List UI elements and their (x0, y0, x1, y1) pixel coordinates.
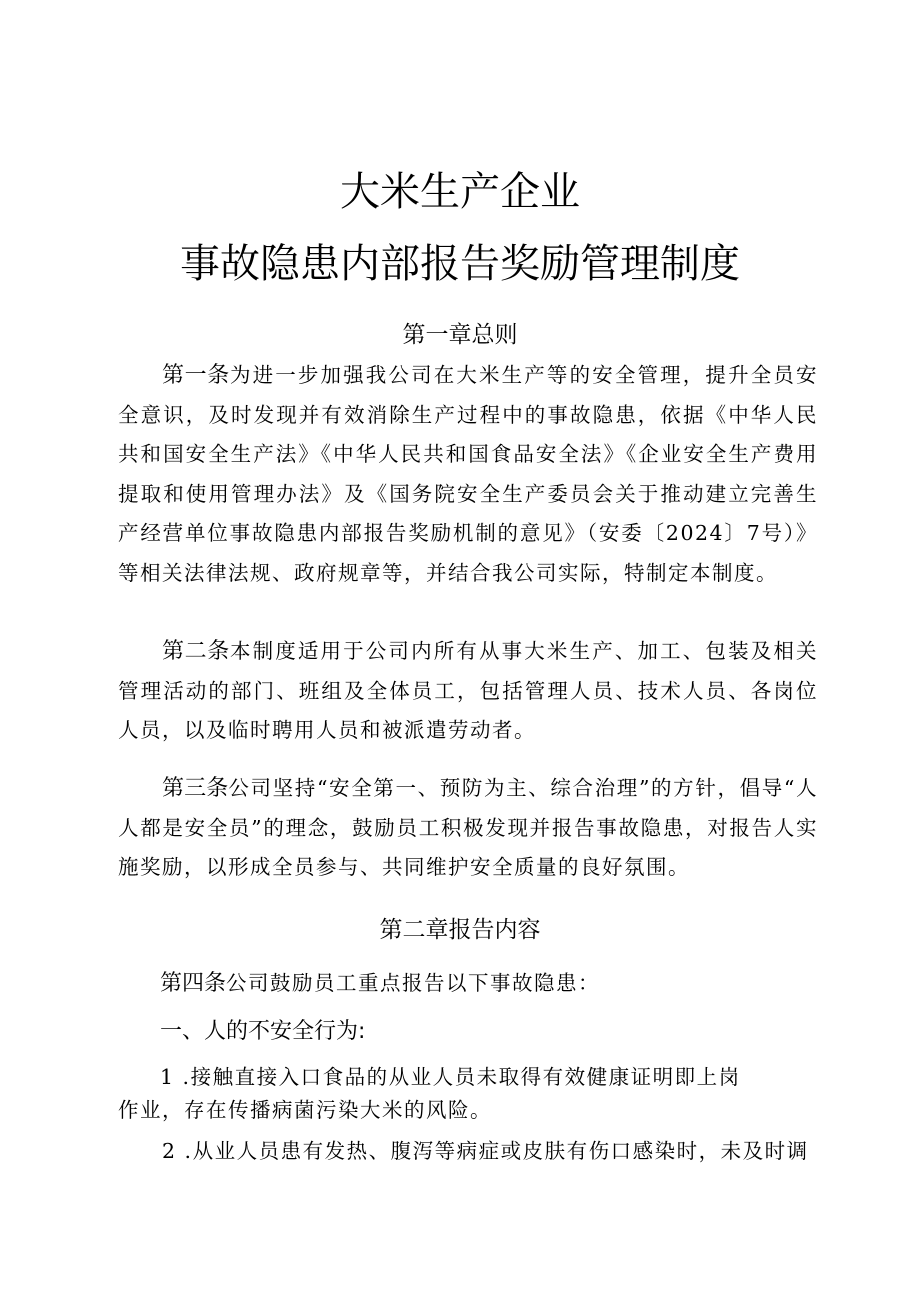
article-1 (118, 356, 818, 593)
item-2-line1: 2 .从业人员患有发热、腹泻等病症或皮肤有伤口感染时，未及时调 (162, 1139, 809, 1163)
article-3-text: 公司坚持“安全第一、预防为主、综合治理”的方针，倡导“人人都是安全员”的理念，鼓励员工积极发现并报告事故隐患，对报告人实施奖励，以形成全员参与、共同维护安全质量的良好氛围。 (118, 776, 818, 879)
article-2-label: 第二条 (162, 639, 230, 664)
article-2-text: 本制度适用于公司内所有从事大米生产、加工、包装及相关管理活动的部门、班组及全体员工，包括管理人员、技术人员、各岗位人员，以及临时聘用人员和被派遣劳动者。 (118, 639, 818, 742)
article-4-label: 第四条 (160, 971, 227, 996)
article-3 (118, 769, 818, 888)
article-4-text: 公司鼓励员工重点报告以下事故隐患： (226, 971, 601, 995)
article-3-label: 第三条 (162, 776, 229, 801)
article-1-label: 第一条 (162, 363, 230, 388)
chapter1-heading: 第一章总则 (402, 322, 518, 348)
chapter2-heading: 第二章报告内容 (379, 917, 541, 943)
article-2 (118, 632, 818, 751)
section1-heading: 一、人的不安全行为: (160, 1019, 366, 1044)
article-4 (160, 966, 600, 997)
article-1-text: 为进一步加强我公司在大米生产等的安全管理，提升全员安全意识，及时发现并有效消除生产过程中的事故隐患，依据《中华人民共和国安全生产法》《中华人民共和国食品安全法》《企业安全生产费用提取和使用管理办法》及《国务院安全生产委员会关于推动建立完善生产经营单位事故隐患内部报告奖励机制的意见》（安委〔2024〕7号）》等相关法律法规、政府规章等，并结合我公司实际，特制定本制度。 (118, 363, 818, 585)
document-title-line1: 大米生产企业 (340, 169, 580, 215)
document-title-line2: 事故隐患内部报告奖励管理制度 (180, 241, 740, 287)
item-1-line1: 1 .接触直接入口食品的从业人员未取得有效健康证明即上岗 (160, 1065, 741, 1089)
item-1-line2: 作业，存在传播病菌污染大米的风险。 (118, 1098, 492, 1122)
